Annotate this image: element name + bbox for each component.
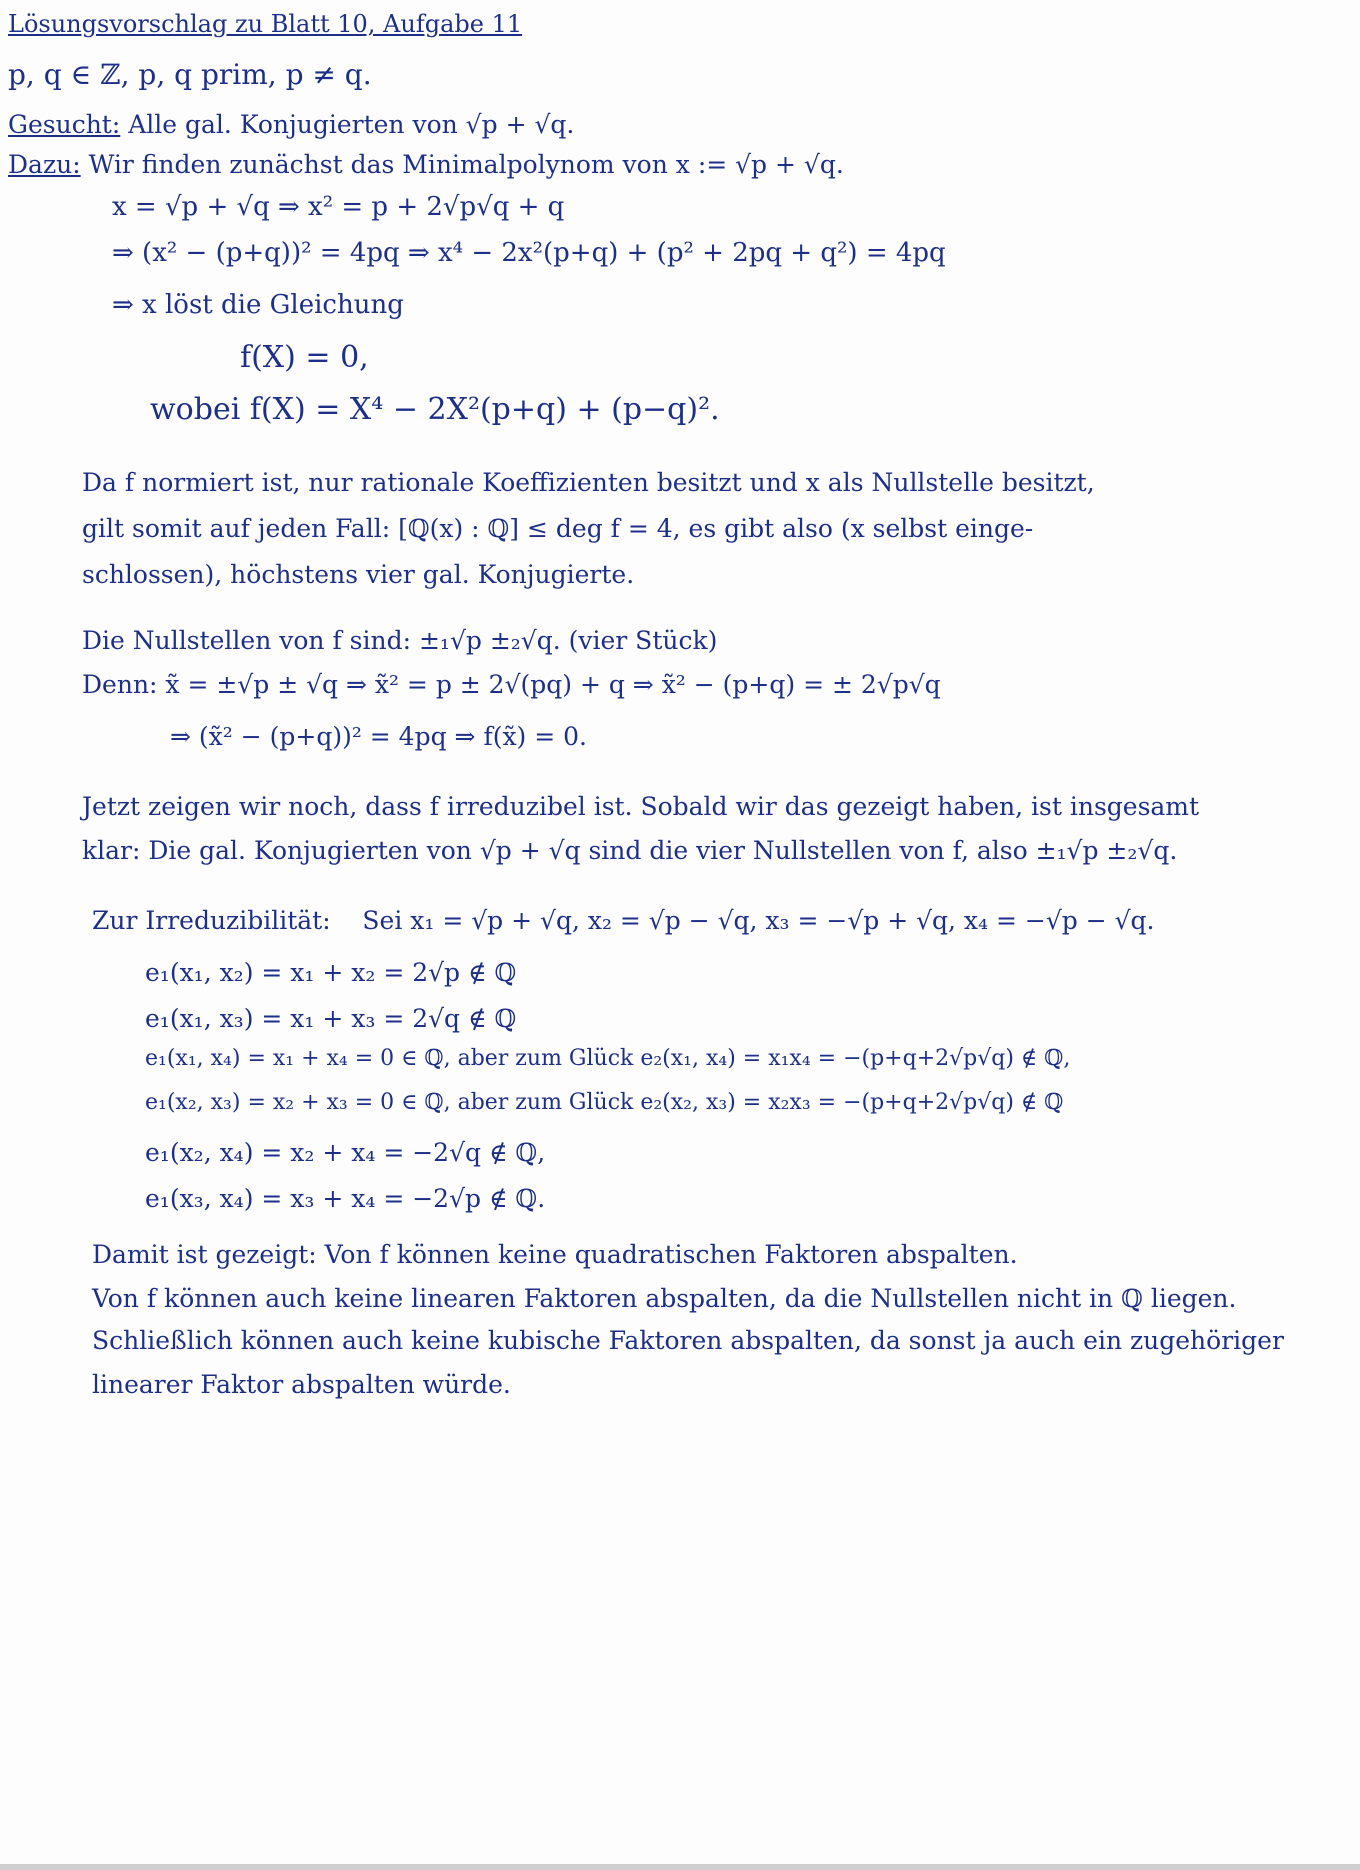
derivation-line: ⇒ x löst die Gleichung <box>112 290 404 320</box>
symmetric-polynomial-case: e₁(x₂, x₄) = x₂ + x₄ = −2√q ∉ ℚ, <box>145 1138 546 1167</box>
derivation-line: ⇒ (x² − (p+q))² = 4pq ⇒ x⁴ − 2x²(p+q) + (p² + 2pq + q²) = 4pq <box>112 238 946 268</box>
symmetric-polynomial-case: e₁(x₁, x₂) = x₁ + x₂ = 2√p ∉ ℚ <box>145 958 517 987</box>
sought-label: Gesucht: <box>8 110 121 139</box>
approach-line <box>8 150 844 180</box>
roots-proof-label: Denn: <box>82 670 158 699</box>
conclusion-line: Schließlich können auch keine kubische Faktoren abspalten, da sonst ja auch ein zugehöriger <box>92 1326 1284 1355</box>
irreducibility-heading-line <box>92 906 1155 936</box>
symmetric-polynomial-case: e₁(x₃, x₄) = x₃ + x₄ = −2√p ∉ ℚ. <box>145 1184 546 1213</box>
paragraph-line: klar: Die gal. Konjugierten von √p + √q sind die vier Nullstellen von f, also ±₁√p ±₂√q. <box>82 836 1178 865</box>
symmetric-polynomial-case: e₁(x₁, x₄) = x₁ + x₄ = 0 ∈ ℚ, aber zum Glück e₂(x₁, x₄) = x₁x₄ = −(p+q+2√p√q) ∉ ℚ, <box>145 1046 1071 1071</box>
approach-text: Wir finden zunächst das Minimalpolynom von x := √p + √q. <box>88 150 844 179</box>
premise-line: p, q ∈ ℤ, p, q prim, p ≠ q. <box>8 58 372 91</box>
derivation-line: x = √p + √q ⇒ x² = p + 2√p√q + q <box>112 192 565 222</box>
roots-proof-line <box>82 670 941 700</box>
polynomial-definition: wobei f(X) = X⁴ − 2X²(p+q) + (p−q)². <box>150 392 720 427</box>
paragraph-line: Da f normiert ist, nur rationale Koeffizienten besitzt und x als Nullstelle besitzt, <box>82 468 1095 497</box>
roots-proof-line: ⇒ (x̃² − (p+q))² = 4pq ⇒ f(x̃) = 0. <box>170 722 587 751</box>
paragraph-line: gilt somit auf jeden Fall: [ℚ(x) : ℚ] ≤ deg f = 4, es gibt also (x selbst einge- <box>82 514 1034 543</box>
scan-edge <box>0 1864 1360 1870</box>
conclusion-line: Damit ist gezeigt: Von f können keine quadratischen Faktoren abspalten. <box>92 1240 1018 1269</box>
irreducibility-heading: Zur Irreduzibilität: <box>92 906 331 935</box>
sought-line <box>8 110 574 140</box>
page-title: Lösungsvorschlag zu Blatt 10, Aufgabe 11 <box>8 10 523 38</box>
conclusion-line: Von f können auch keine linearen Faktoren abspalten, da die Nullstellen nicht in ℚ liegen. <box>92 1284 1237 1313</box>
paragraph-line: schlossen), höchstens vier gal. Konjugierte. <box>82 560 635 589</box>
roots-statement: Die Nullstellen von f sind: ±₁√p ±₂√q. (vier Stück) <box>82 626 718 655</box>
approach-label: Dazu: <box>8 150 81 179</box>
paragraph-line: Jetzt zeigen wir noch, dass f irreduzibel ist. Sobald wir das gezeigt haben, ist insgesamt <box>82 792 1200 821</box>
roots-proof-text: x̃ = ±√p ± √q ⇒ x̃² = p ± 2√(pq) + q ⇒ x̃² − (p+q) = ± 2√p√q <box>165 670 941 699</box>
conclusion-line: linearer Faktor abspalten würde. <box>92 1370 511 1399</box>
roots-definition: Sei x₁ = √p + √q, x₂ = √p − √q, x₃ = −√p + √q, x₄ = −√p − √q. <box>362 906 1155 935</box>
symmetric-polynomial-case: e₁(x₂, x₃) = x₂ + x₃ = 0 ∈ ℚ, aber zum Glück e₂(x₂, x₃) = x₂x₃ = −(p+q+2√p√q) ∉ ℚ <box>145 1090 1064 1115</box>
sought-text: Alle gal. Konjugierten von √p + √q. <box>128 110 575 139</box>
equation-line: f(X) = 0, <box>240 340 369 375</box>
symmetric-polynomial-case: e₁(x₁, x₃) = x₁ + x₃ = 2√q ∉ ℚ <box>145 1004 517 1033</box>
